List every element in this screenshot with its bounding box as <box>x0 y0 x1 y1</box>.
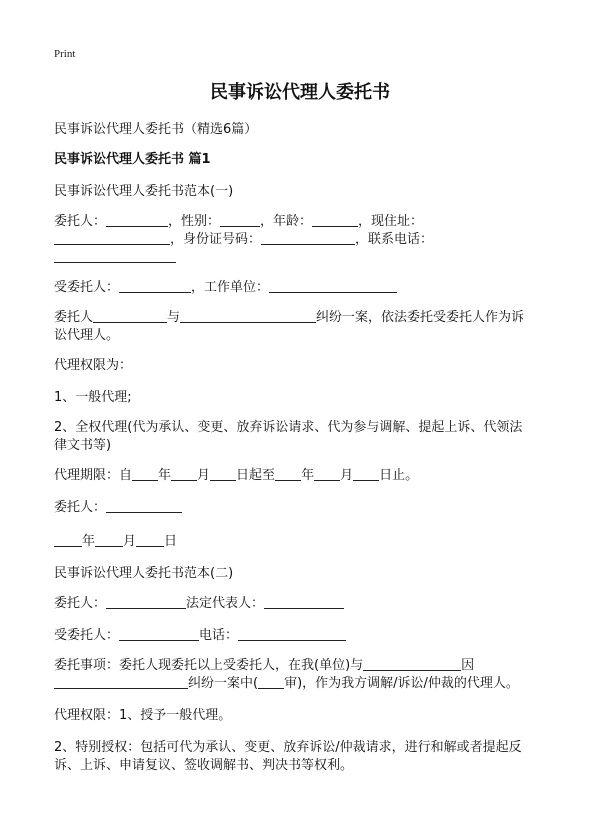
label: 委托人： <box>54 596 107 611</box>
special-auth-line: 2、特别授权：包括可代为承认、变更、放弃诉讼/仲裁请求，进行和解或者提起反 <box>54 740 522 755</box>
label: 日 <box>164 534 178 549</box>
scope-full-2: 律文书等) <box>54 438 112 453</box>
label: 委托人 <box>54 310 94 325</box>
section-heading: 民事诉讼代理人委托书 篇1 <box>54 152 211 167</box>
label: ，联系电话： <box>355 232 434 247</box>
legal-rep-blank <box>264 596 344 609</box>
label: ，性别： <box>168 214 221 229</box>
phone-blank <box>238 628 346 641</box>
id-number-blank <box>261 232 355 245</box>
principal-name-blank <box>106 214 168 227</box>
label: 代理期限：自 <box>54 468 133 483</box>
from-day-blank <box>210 468 236 481</box>
label: 年 <box>82 534 96 549</box>
address-blank <box>54 232 170 245</box>
label: 纠纷一案，依法委托受委托人作为诉 <box>316 310 525 325</box>
party-blank <box>363 658 461 671</box>
from-month-blank <box>171 468 197 481</box>
day-blank <box>136 534 164 547</box>
sample-title: 民事诉讼代理人委托书范本(一) <box>54 184 234 199</box>
document-subtitle: 民事诉讼代理人委托书（精选6篇） <box>54 122 258 137</box>
month-blank <box>95 534 123 547</box>
label: 与 <box>167 310 181 325</box>
matter-line <box>54 658 474 674</box>
label: ，现住址： <box>358 214 424 229</box>
document-title: 民事诉讼代理人委托书 <box>210 82 390 103</box>
to-day-blank <box>353 468 379 481</box>
label: ，年龄： <box>260 214 313 229</box>
matter-line-2 <box>54 676 519 692</box>
label: 月 <box>197 468 211 483</box>
workplace-blank <box>269 280 397 293</box>
label: 日止。 <box>379 468 419 483</box>
principal-blank <box>106 596 186 609</box>
label: 年 <box>158 468 172 483</box>
sign-line <box>54 500 182 516</box>
from-year-blank <box>132 468 158 481</box>
date-line <box>54 534 177 550</box>
period-line <box>54 468 418 484</box>
party-b-blank <box>180 310 316 323</box>
agent-blank <box>119 628 199 641</box>
label: 受委托人： <box>54 628 120 643</box>
label: 因 <box>461 658 475 673</box>
label: 委托事项：委托人现委托以上受委托人，在我(单位)与 <box>54 658 364 673</box>
to-month-blank <box>314 468 340 481</box>
year-blank <box>54 534 82 547</box>
scope-line: 代理权限：1、授予一般代理。 <box>54 708 232 723</box>
label: 电话： <box>199 628 239 643</box>
special-auth-line-2: 诉、上诉、申请复议、签收调解书、判决书等权利。 <box>54 758 354 773</box>
principal-info-line-2 <box>54 232 433 248</box>
label: 月 <box>123 534 137 549</box>
signature-blank <box>106 500 182 513</box>
sample-title: 民事诉讼代理人委托书范本(二) <box>54 566 234 581</box>
case-line-2: 讼代理人。 <box>54 328 120 343</box>
gender-blank <box>220 214 260 227</box>
agent-line <box>54 628 346 644</box>
to-year-blank <box>275 468 301 481</box>
scope-title: 代理权限为： <box>54 358 133 373</box>
label: 法定代表人： <box>186 596 265 611</box>
instance-blank <box>258 676 284 689</box>
age-blank <box>312 214 358 227</box>
scope-full: 2、全权代理(代为承认、变更、放弃诉讼请求、代为参与调解、提起上诉、代领法 <box>54 420 523 435</box>
phone-blank <box>54 250 176 263</box>
label: 月 <box>340 468 354 483</box>
scope-general: 1、一般代理; <box>54 390 132 405</box>
principal-line <box>54 596 344 612</box>
label: 委托人： <box>54 214 107 229</box>
label: ，身份证号码： <box>170 232 262 247</box>
party-a-blank <box>93 310 167 323</box>
label: 委托人： <box>54 500 107 515</box>
cause-blank <box>54 676 188 689</box>
label: 受委托人： <box>54 280 120 295</box>
label: 审)，作为我方调解/诉讼/仲裁的代理人。 <box>284 676 519 691</box>
principal-info-line <box>54 214 423 230</box>
agent-name-blank <box>119 280 191 293</box>
label: 纠纷一案中( <box>188 676 259 691</box>
label: 日起至 <box>236 468 276 483</box>
agent-info-line <box>54 280 397 296</box>
print-label[interactable]: Print <box>54 48 76 60</box>
case-line <box>54 310 524 326</box>
label: ，工作单位： <box>191 280 270 295</box>
label: 年 <box>301 468 315 483</box>
phone-line <box>54 250 176 266</box>
